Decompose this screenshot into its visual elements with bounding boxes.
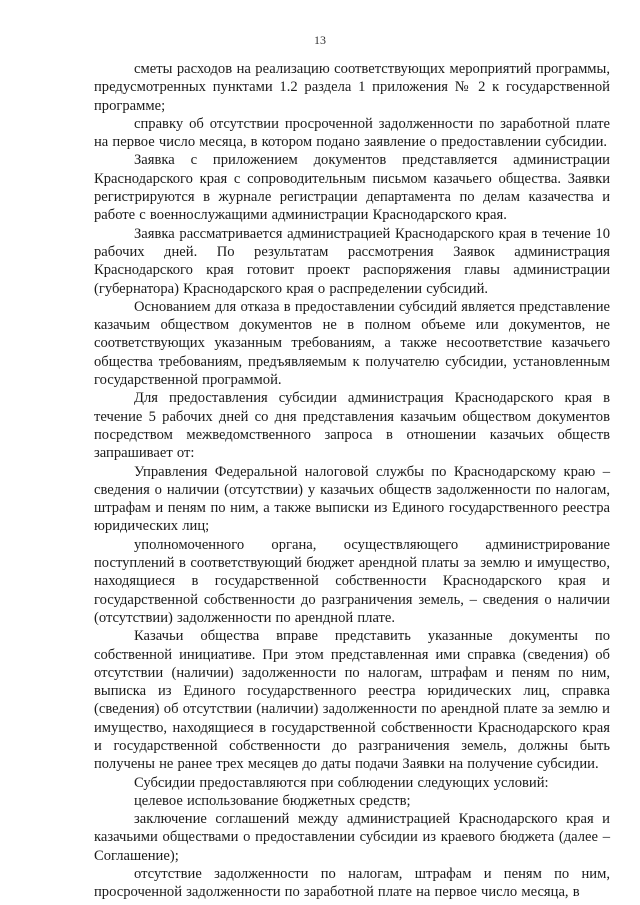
paragraph: отсутствие задолженности по налогам, штрафам и пеням по ним, просроченной задолженности по заработной плате на первое число месяца, в xyxy=(94,866,610,901)
paragraph: заключение соглашений между администрацией Краснодарского края и казачьими обществами о предоставлении субсидии из краевого бюджета (далее – Соглашение); xyxy=(94,811,610,864)
paragraph: Основанием для отказа в предоставлении субсидий является представление казачьим обществом документов не в полном объеме или документов, не соответствующих указанным требованиям, а также несоответствие казачьего общества требованиям, предъявляемым к получателю субсидии, установленным государственной программой. xyxy=(94,298,610,389)
paragraph: сметы расходов на реализацию соответствующих мероприятий программы, предусмотренных пунктами 1.2 раздела 1 приложения № 2 к государственной программе; xyxy=(94,61,610,114)
paragraph: Субсидии предоставляются при соблюдении следующих условий: xyxy=(134,774,549,791)
paragraph: Казачьи общества вправе представить указанные документы по собственной инициативе. При этом представленная ими справка (сведения) об отсутствии (наличии) задолженности по налогам, штрафам и пеням по ним, выписка из Единого государственного реестра юридических лиц, справка (сведения) об отсутствии (наличии) задолженности по арендной плате за землю и имущество, находящиеся в государственной собственности Краснодарского края и государственной собственности до разграничения земель, должны быть получены не ранее трех месяцев до даты подачи Заявки на получение субсидии. xyxy=(94,628,610,773)
paragraph: целевое использование бюджетных средств; xyxy=(134,792,411,809)
paragraph: справку об отсутствии просроченной задолженности по заработной плате на первое число месяца, в котором подано заявление о предоставлении субсидии. xyxy=(94,115,610,151)
paragraph: Заявка с приложением документов представляется администрации Краснодарского края с сопроводительным письмом казачьего общества. Заявки регистрируются в журнале регистрации департамента по делам казачества и работе с военнослужащими администрации Краснодарского края. xyxy=(94,152,610,224)
paragraph: Заявка рассматривается администрацией Краснодарского края в течение 10 рабочих дней. По результатам рассмотрения Заявок администрация Краснодарского края готовит проект распоряжения главы администрации (губернатора) Краснодарского края о распределении субсидий. xyxy=(94,225,610,297)
document-body xyxy=(94,60,610,902)
paragraph: Управления Федеральной налоговой службы по Краснодарскому краю – сведения о наличии (отсутствии) у казачьих обществ задолженности по налогам, штрафам и пеням по ним, а также выписки из Единого государственного реестра юридических лиц; xyxy=(94,463,610,535)
paragraph: Для предоставления субсидии администрация Краснодарского края в течение 5 рабочих дней со дня представления казачьим обществом документов посредством межведомственного запроса в отношении казачьих обществ запрашивает от: xyxy=(94,390,610,462)
paragraph: уполномоченного органа, осуществляющего администрирование поступлений в соответствующий бюджет арендной платы за землю и имущество, находящиеся в государственной собственности Краснодарского края и государственной собственности до разграничения земель, – сведения о наличии (отсутствии) задолженности по арендной плате. xyxy=(94,536,610,626)
page-number: 13 xyxy=(314,33,326,47)
